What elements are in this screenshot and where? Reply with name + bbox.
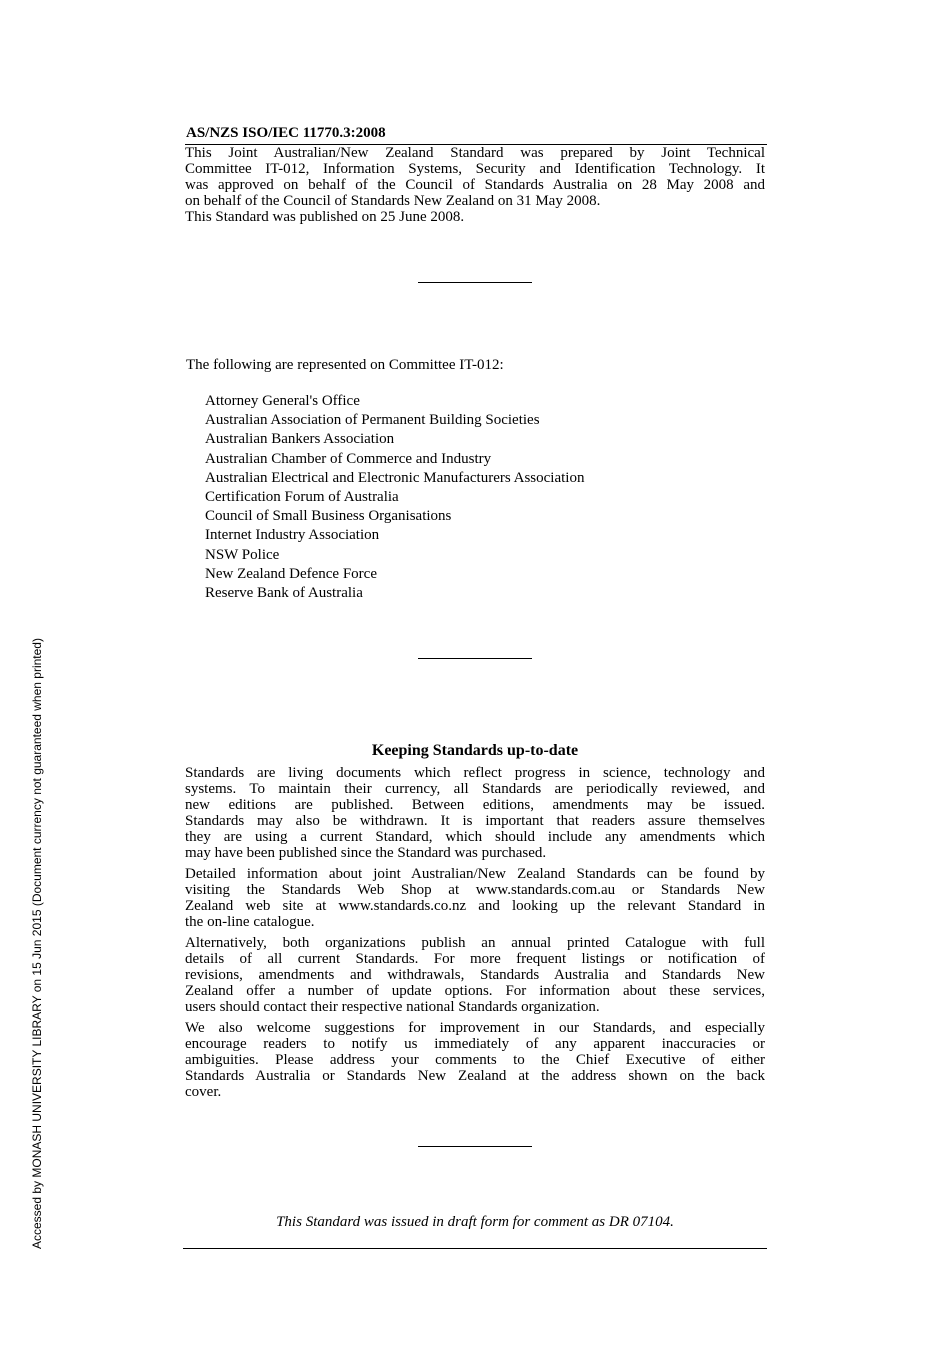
keeping-standards-body	[185, 765, 765, 1105]
paragraph	[185, 935, 765, 1015]
preparation-line: This Joint Australian/New Zealand Standard was prepared by Joint Technical	[185, 145, 765, 161]
paragraph-line: Standards Australia or Standards New Zealand at the address shown on the back	[185, 1068, 765, 1084]
paragraph	[185, 866, 765, 930]
paragraph-line: Standards may also be withdrawn. It is important that readers assure themselves	[185, 813, 765, 829]
document-id: AS/NZS ISO/IEC 11770.3:2008	[186, 125, 386, 141]
paragraph	[185, 1020, 765, 1100]
committee-member: Certification Forum of Australia	[205, 489, 399, 506]
paragraph-line: visiting the Standards Web Shop at www.standards.com.au or Standards New	[185, 882, 765, 898]
committee-member: Australian Bankers Association	[205, 431, 395, 448]
committee-intro: The following are represented on Committee IT-012:	[186, 357, 504, 373]
committee-member: New Zealand Defence Force	[205, 565, 377, 582]
committee-member: NSW Police	[205, 546, 280, 563]
preparation-line: Committee IT-012, Information Systems, Security and Identification Technology. It	[185, 161, 765, 177]
committee-member: Council of Small Business Organisations	[205, 508, 452, 525]
paragraph-line: cover.	[185, 1084, 222, 1100]
paragraph-line: they are using a current Standard, which should include any amendments which	[185, 829, 765, 845]
paragraph-line: details of all current Standards. For more frequent listings or notification of	[185, 951, 765, 967]
paragraph-line: Zealand offer a number of update options. For information about these services,	[185, 983, 765, 999]
paragraph-line: Alternatively, both organizations publish an annual printed Catalogue with full	[185, 935, 765, 951]
committee-member: Internet Industry Association	[205, 527, 380, 544]
paragraph-line: Zealand web site at www.standards.co.nz and looking up the relevant Standard in	[185, 898, 765, 914]
paragraph-line: revisions, amendments and withdrawals, Standards Australia and Standards New	[185, 967, 765, 983]
committee-member: Australian Association of Permanent Building Societies	[205, 412, 540, 429]
preparation-line: was approved on behalf of the Council of Standards Australia on 28 May 2008 and	[185, 177, 765, 193]
paragraph-line: new editions are published. Between editions, amendments may be issued.	[185, 797, 765, 813]
preparation-line: on behalf of the Council of Standards New Zealand on 31 May 2008.	[185, 193, 601, 209]
published-line: This Standard was published on 25 June 2008.	[185, 209, 465, 225]
draft-note: This Standard was issued in draft form for comment as DR 07104.	[276, 1214, 674, 1230]
committee-member: Australian Chamber of Commerce and Industry	[205, 450, 492, 467]
separator-rule	[418, 282, 532, 283]
committee-member: Reserve Bank of Australia	[205, 585, 363, 602]
paragraph	[185, 765, 765, 861]
separator-rule	[418, 1146, 532, 1147]
committee-member-list	[205, 392, 584, 603]
paragraph-line: encourage readers to notify us immediately of any apparent inaccuracies or	[185, 1036, 765, 1052]
paragraph-line: users should contact their respective national Standards organization.	[185, 999, 600, 1015]
footer-rule	[183, 1248, 767, 1249]
paragraph-line: We also welcome suggestions for improvement in our Standards, and especially	[185, 1020, 765, 1036]
section-heading: Keeping Standards up-to-date	[371, 742, 579, 759]
paragraph-line: Detailed information about joint Australian/New Zealand Standards can be found by	[185, 866, 765, 882]
separator-rule	[418, 658, 532, 659]
access-watermark: Accessed by MONASH UNIVERSITY LIBRARY on 15 Jun 2015 (Document currency not guaranteed when printed)	[30, 638, 44, 1249]
committee-member: Australian Electrical and Electronic Manufacturers Association	[205, 469, 585, 486]
committee-member: Attorney General's Office	[205, 393, 360, 409]
paragraph-line: systems. To maintain their currency, all Standards are periodically reviewed, and	[185, 781, 765, 797]
paragraph-line: the on-line catalogue.	[185, 914, 315, 930]
paragraph-line: ambiguities. Please address your comments to the Chief Executive of either	[185, 1052, 765, 1068]
preparation-statement	[185, 145, 765, 225]
paragraph-line: may have been published since the Standard was purchased.	[185, 845, 547, 861]
paragraph-line: Standards are living documents which reflect progress in science, technology and	[185, 765, 765, 781]
